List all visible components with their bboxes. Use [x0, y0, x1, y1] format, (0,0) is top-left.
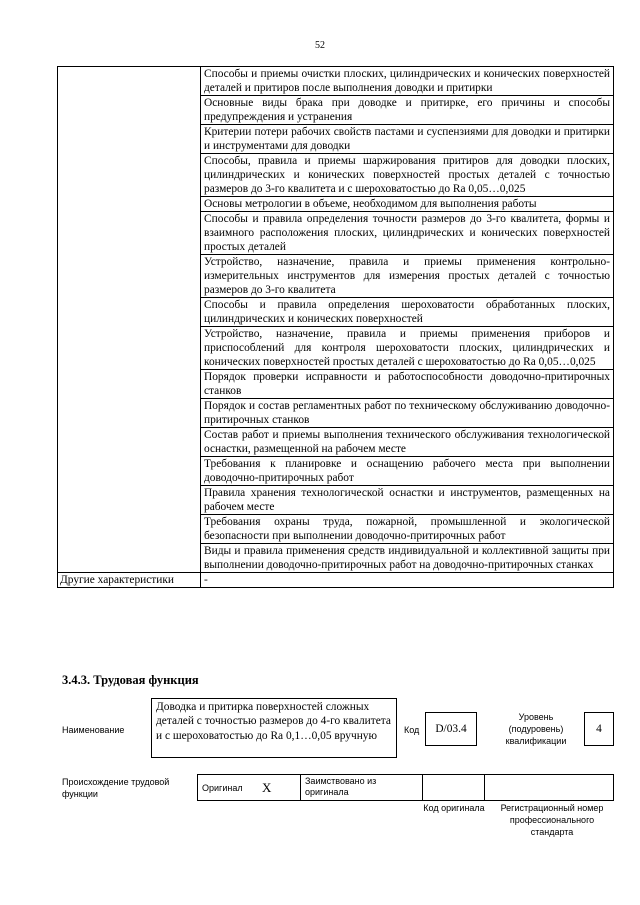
section-title: 3.4.3. Трудовая функция	[62, 673, 199, 687]
function-name-box: Доводка и притирка поверхностей сложных деталей с точностью размеров до 4-го квалитета и с шероховатостью до Ra 0,1…0,05 вручную	[151, 698, 397, 758]
name-label: Наименование	[62, 725, 125, 735]
knowledge-table	[57, 66, 614, 588]
knowledge-item: Устройство, назначение, правила и приемы применения приборов и приспособлений для контроля шероховатости плоских, цилиндрических и конических поверхностей простых деталей с шероховатостью до Ra 0,05…0,025	[201, 327, 614, 370]
knowledge-item: Устройство, назначение, правила и приемы применения контрольно-измерительных инструментов для измерения простых деталей с точностью размеров до 3-го квалитета	[201, 255, 614, 298]
knowledge-item: Критерии потери рабочих свойств пастами и суспензиями для доводки и притирки и инструментами для доводки	[201, 125, 614, 154]
knowledge-item: Способы, правила и приемы шаржирования притиров для доводки плоских, цилиндрических и конических поверхностей простых деталей с точностью размеров до 3-го квалитета и с шероховатостью до Ra 0,05…0,025	[201, 154, 614, 197]
knowledge-item: Способы и правила определения точности размеров до 3-го квалитета, формы и взаимного расположения плоских, цилиндрических и конических поверхностей простых деталей	[201, 212, 614, 255]
knowledge-label-cell	[58, 67, 201, 573]
original-mark: X	[258, 775, 301, 801]
knowledge-item: Виды и правила применения средств индивидуальной и коллективной защиты при выполнении доводочно-притирочных работ на доводочно-притирочных станках	[201, 544, 614, 573]
borrowed-label: Заимствовано из оригинала	[301, 775, 423, 801]
table-row	[198, 775, 614, 801]
knowledge-item: Состав работ и приемы выполнения технического обслуживания технологической оснастки, размещенной на рабочем месте	[201, 428, 614, 457]
knowledge-item: Правила хранения технологической оснастки и инструментов, размещенных на рабочем месте	[201, 486, 614, 515]
table-row	[58, 67, 614, 96]
qualification-level-box: 4	[584, 712, 614, 746]
reg-number-caption: Регистрационный номер профессионального стандарта	[500, 803, 604, 837]
knowledge-item: Требования к планировке и оснащению рабочего места при выполнении доводочно-притирочных работ	[201, 457, 614, 486]
knowledge-item: Основные виды брака при доводке и притирке, его причины и способы предупреждения и устранения	[201, 96, 614, 125]
knowledge-item: Порядок и состав регламентных работ по техническому обслуживанию доводочно-притирочных станков	[201, 399, 614, 428]
knowledge-item: Основы метрологии в объеме, необходимом для выполнения работы	[201, 197, 614, 212]
original-label: Оригинал	[198, 775, 259, 801]
page-number: 52	[315, 40, 325, 51]
knowledge-item: Способы и приемы очистки плоских, цилиндрических и конических поверхностей деталей и притиров после выполнения доводки и притирки	[201, 67, 614, 96]
function-code-box: D/03.4	[425, 712, 477, 746]
knowledge-item: Порядок проверки исправности и работоспособности доводочно-притирочных станков	[201, 370, 614, 399]
other-characteristics-label: Другие характеристики	[58, 573, 201, 588]
table-row	[58, 573, 614, 588]
original-code-cell	[423, 775, 485, 801]
qualification-level-label: Уровень (подуровень) квалификации	[505, 712, 567, 746]
origin-table	[197, 774, 614, 801]
knowledge-item: Способы и правила определения шероховатости обработанных плоских, цилиндрических и конических поверхностей	[201, 298, 614, 327]
code-label: Код	[404, 725, 420, 735]
knowledge-item: Требования охраны труда, пожарной, промышленной и экологической безопасности при выполнении доводочно-притирочных работ	[201, 515, 614, 544]
original-code-caption: Код оригинала	[423, 803, 485, 813]
other-characteristics-value: -	[201, 573, 614, 588]
reg-number-cell	[485, 775, 614, 801]
origin-label: Происхождение трудовой функции	[62, 777, 170, 799]
